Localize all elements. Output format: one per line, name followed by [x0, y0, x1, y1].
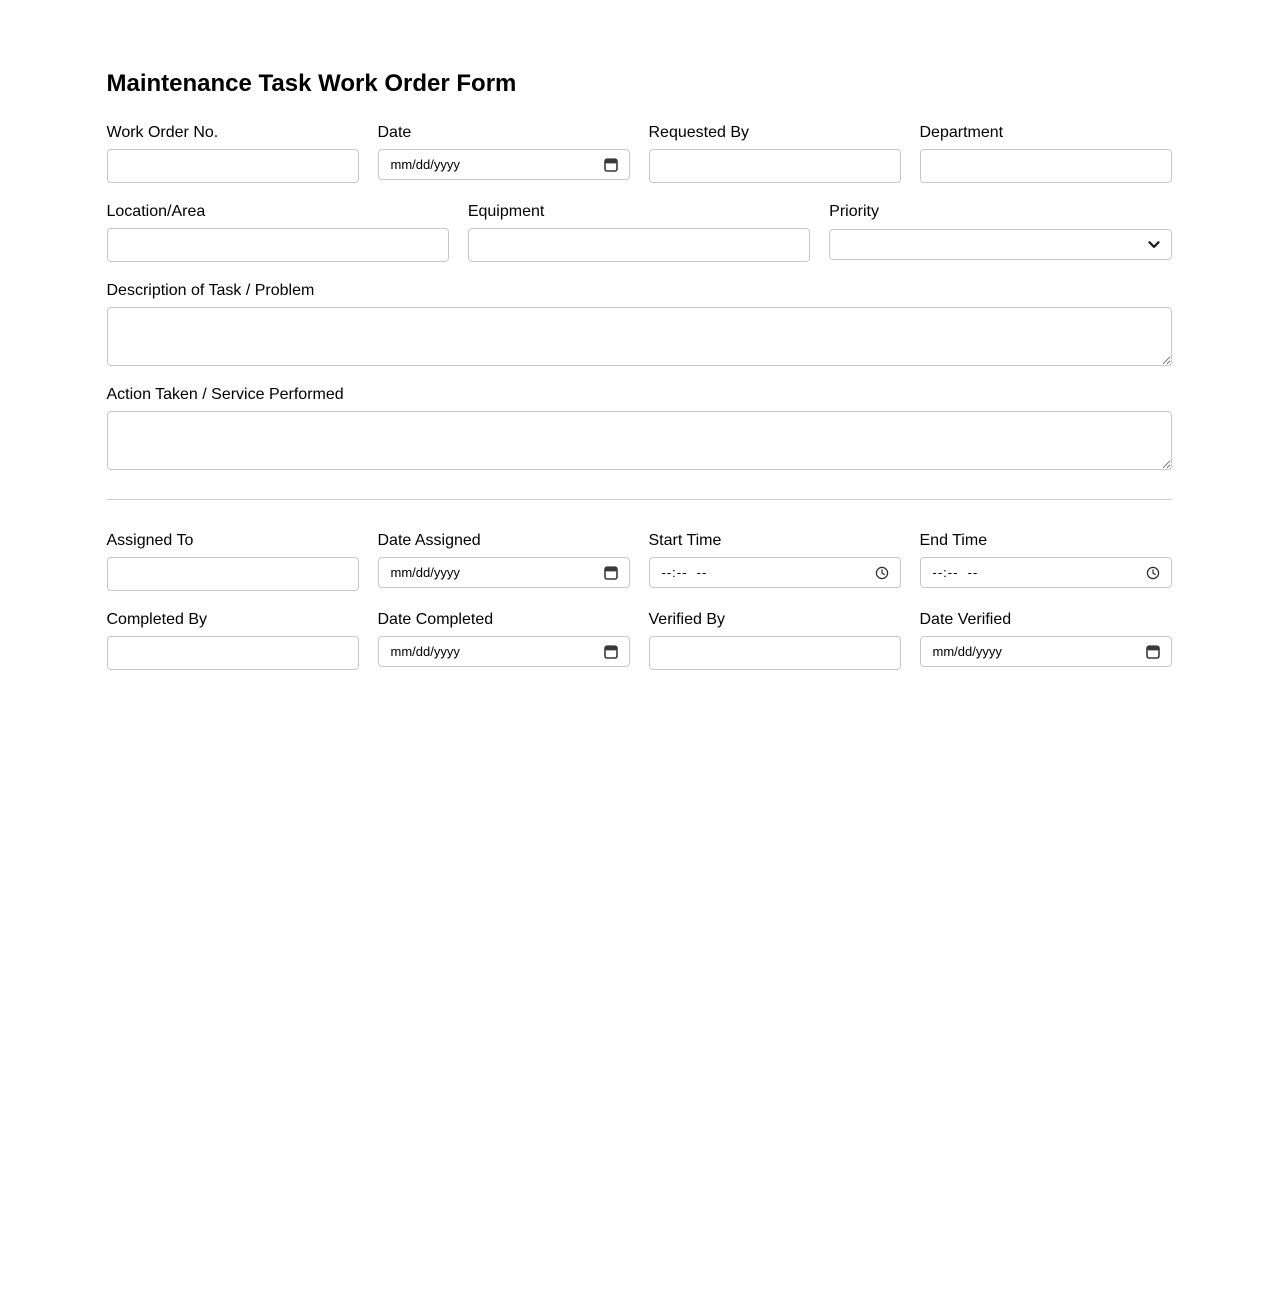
verified-by-input[interactable]: [649, 636, 901, 670]
field-priority: [829, 203, 1171, 262]
assigned-to-label: Assigned To: [106, 532, 194, 549]
date-assigned-input[interactable]: [378, 557, 630, 588]
field-date-completed: [378, 611, 630, 670]
field-date-verified: [920, 611, 1172, 670]
action-taken-label: Action Taken / Service Performed: [106, 386, 344, 403]
date-verified-placeholder: mm/dd/yyyy: [932, 644, 1002, 659]
form-row-1: [107, 124, 1172, 183]
assigned-to-input[interactable]: [107, 557, 359, 591]
field-assigned-to: [107, 532, 359, 591]
completed-by-label: Completed By: [106, 611, 207, 628]
field-date-assigned: [378, 532, 630, 591]
date-verified-input[interactable]: [920, 636, 1172, 667]
description-textarea[interactable]: [107, 307, 1172, 366]
calendar-icon[interactable]: [1146, 644, 1160, 659]
work-order-form: [107, 0, 1172, 670]
form-row-2: [107, 203, 1172, 262]
field-date: [378, 124, 630, 183]
location-area-input[interactable]: [107, 228, 449, 262]
calendar-icon[interactable]: [604, 565, 618, 580]
field-requested-by: [649, 124, 901, 183]
date-verified-label: Date Verified: [919, 611, 1012, 628]
end-time-label: End Time: [919, 532, 988, 549]
start-time-placeholder: --:-- --: [661, 565, 708, 580]
field-completed-by: [107, 611, 359, 670]
action-taken-textarea[interactable]: [107, 411, 1172, 470]
date-completed-label: Date Completed: [377, 611, 494, 628]
department-label: Department: [919, 124, 1004, 141]
end-time-placeholder: --:-- --: [932, 565, 979, 580]
form-row-4: [107, 611, 1172, 670]
date-assigned-label: Date Assigned: [377, 532, 481, 549]
date-input[interactable]: [378, 149, 630, 180]
form-row-3: [107, 532, 1172, 591]
description-label: Description of Task / Problem: [106, 282, 315, 299]
date-completed-placeholder: mm/dd/yyyy: [390, 644, 460, 659]
verified-by-label: Verified By: [648, 611, 725, 628]
department-input[interactable]: [920, 149, 1172, 183]
date-assigned-placeholder: mm/dd/yyyy: [390, 565, 460, 580]
field-department: [920, 124, 1172, 183]
field-action-taken: [107, 386, 1172, 470]
date-label: Date: [377, 124, 412, 141]
location-area-label: Location/Area: [106, 203, 206, 220]
clock-icon[interactable]: [1146, 566, 1160, 580]
start-time-input[interactable]: [649, 557, 901, 588]
work-order-no-input[interactable]: [107, 149, 359, 183]
priority-select-wrap: [829, 228, 1171, 260]
work-order-no-label: Work Order No.: [106, 124, 219, 141]
equipment-input[interactable]: [468, 228, 810, 262]
field-start-time: [649, 532, 901, 591]
date-placeholder: mm/dd/yyyy: [390, 157, 460, 172]
calendar-icon[interactable]: [604, 157, 618, 172]
page-title: Maintenance Task Work Order Form: [106, 70, 517, 97]
start-time-label: Start Time: [648, 532, 722, 549]
field-location-area: [107, 203, 449, 262]
field-description: [107, 282, 1172, 366]
completed-by-input[interactable]: [107, 636, 359, 670]
clock-icon[interactable]: [875, 566, 889, 580]
priority-label: Priority: [829, 203, 879, 220]
field-equipment: [468, 203, 810, 262]
end-time-input[interactable]: [920, 557, 1172, 588]
field-verified-by: [649, 611, 901, 670]
requested-by-label: Requested By: [648, 124, 750, 141]
section-divider: [107, 499, 1172, 500]
calendar-icon[interactable]: [604, 644, 618, 659]
priority-select[interactable]: [829, 229, 1171, 260]
date-completed-input[interactable]: [378, 636, 630, 667]
field-end-time: [920, 532, 1172, 591]
requested-by-input[interactable]: [649, 149, 901, 183]
equipment-label: Equipment: [467, 203, 545, 220]
field-work-order-no: [107, 124, 359, 183]
